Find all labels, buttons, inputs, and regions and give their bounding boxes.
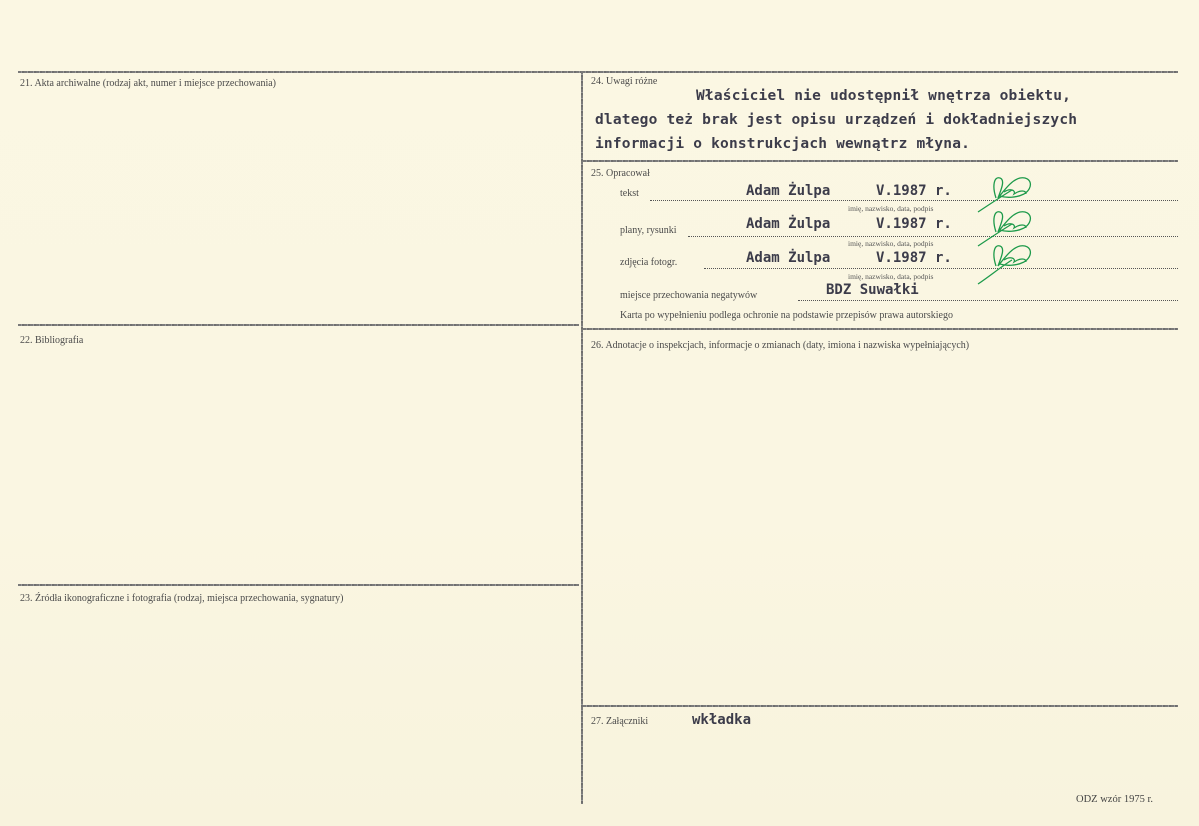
rule-left-21-22 <box>18 324 579 326</box>
remark-line-2: dlatego też brak jest opisu urządzeń i dokładniejszych <box>595 112 1078 128</box>
prepared-text-date: V.1987 r. <box>876 183 952 199</box>
negatives-value: BDZ Suwałki <box>826 282 919 298</box>
copyright-note: Karta po wypełnieniu podlega ochronie na podstawie przepisów prawa autorskiego <box>620 310 953 321</box>
prepared-text-dotline <box>650 200 1178 201</box>
prepared-photos-name: Adam Żulpa <box>746 250 831 266</box>
top-rule <box>18 71 1178 73</box>
section-22-label: 22. Bibliografia <box>20 335 84 346</box>
section-26-label: 26. Adnotacje o inspekcjach, informacje o zmianach (daty, imiona i nazwiska wypełniających) <box>591 340 970 351</box>
prepared-photos-dotline <box>704 268 1178 269</box>
prepared-photos-caption: imię, nazwisko, data, podpis <box>848 272 934 281</box>
section-24-label: 24. Uwagi różne <box>591 76 658 87</box>
remark-line-1: Właściciel nie udostępnił wnętrza obiektu, <box>696 88 1072 104</box>
prepared-plans-name: Adam Żulpa <box>746 216 831 232</box>
section-27-label: 27. Załączniki <box>591 716 649 727</box>
prepared-plans-date: V.1987 r. <box>876 216 952 232</box>
rule-24-25 <box>583 160 1178 162</box>
section-25-label: 25. Opracował <box>591 168 650 179</box>
prepared-plans-label: plany, rysunki <box>620 225 677 236</box>
negatives-label: miejsce przechowania negatywów <box>620 290 758 301</box>
prepared-text-caption: imię, nazwisko, data, podpis <box>848 204 934 213</box>
prepared-text-name: Adam Żulpa <box>746 183 831 199</box>
remark-line-3: informacji o konstrukcjach wewnątrz młyna. <box>595 136 971 152</box>
prepared-plans-dotline <box>688 236 1178 237</box>
section-23-label: 23. Źródła ikonograficzne i fotografia (rodzaj, miejsca przechowania, sygnatury) <box>20 593 344 604</box>
rule-left-22-23 <box>18 584 579 586</box>
form-footer: ODZ wzór 1975 r. <box>1076 794 1153 805</box>
prepared-plans-caption: imię, nazwisko, data, podpis <box>848 239 934 248</box>
attachments-value: wkładka <box>692 712 752 728</box>
negatives-dotline <box>798 300 1178 301</box>
signature-photos <box>976 236 1040 286</box>
rule-right-26-27 <box>583 705 1178 707</box>
prepared-text-label: tekst <box>620 188 639 199</box>
prepared-photos-label: zdjęcia fotogr. <box>620 257 678 268</box>
center-divider <box>581 71 583 804</box>
rule-right-25-26 <box>583 328 1178 330</box>
prepared-photos-date: V.1987 r. <box>876 250 952 266</box>
section-21-label: 21. Akta archiwalne (rodzaj akt, numer i miejsce przechowania) <box>20 78 277 89</box>
